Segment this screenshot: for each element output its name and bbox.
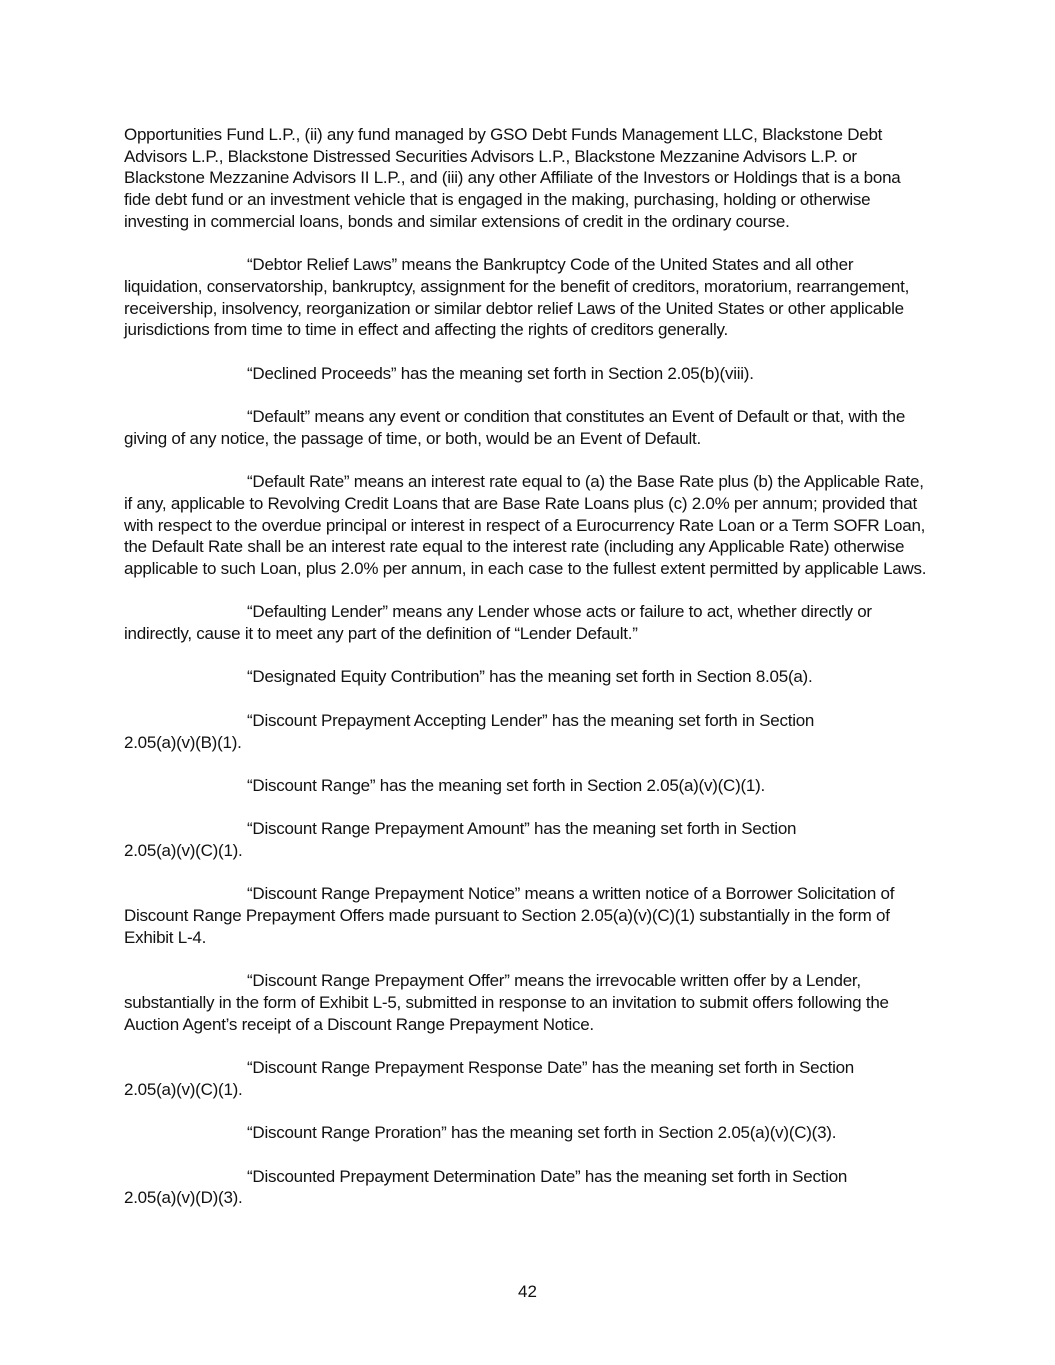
definition-discount-range-prepayment-response-date: “Discount Range Prepayment Response Date” has the meaning set forth in Section 2.05(a)(v)(C)(1). xyxy=(124,1058,855,1099)
definition-designated-equity-contribution: “Designated Equity Contribution” has the meaning set forth in Section 8.05(a). xyxy=(247,667,813,687)
document-body xyxy=(124,124,930,1231)
definition-discount-range: “Discount Range” has the meaning set forth in Section 2.05(a)(v)(C)(1). xyxy=(247,775,765,795)
page-number: 42 xyxy=(518,1282,537,1301)
definition-default: “Default” means any event or condition that constitutes an Event of Default or that, with the giving of any notice, the passage of time, or both, would be an Event of Default. xyxy=(124,407,906,448)
definition-discount-range-prepayment-amount: “Discount Range Prepayment Amount” has the meaning set forth in Section 2.05(a)(v)(C)(1). xyxy=(124,819,797,861)
definition-discount-prepayment-accepting-lender: “Discount Prepayment Accepting Lender” has the meaning set forth in Section 2.05(a)(v)(B)(1). xyxy=(124,710,815,752)
definition-discounted-prepayment-determination-date: “Discounted Prepayment Determination Date” has the meaning set forth in Section 2.05(a)(v)(D)(3). xyxy=(124,1166,848,1208)
definition-default-rate: “Default Rate” means an interest rate equal to (a) the Base Rate plus (b) the Applicable Rate, if any, applicable to Revolving Credit Loans that are Base Rate Loans plus (c) 2.0% per annum; provided that with respect to the overdue principal or interest in respect of a Eurocurrency Rate Loan or a Term SOFR Loan, the Default Rate shall be an interest rate equal to the interest rate (including any Applicable Rate) otherwise applicable to such Loan, plus 2.0% per annum, in each case to the fullest extent permitted by applicable Laws. xyxy=(124,472,927,578)
definition-discount-range-prepayment-notice: “Discount Range Prepayment Notice” means a written notice of a Borrower Solicitation of Discount Range Prepayment Offers made pursuant to Section 2.05(a)(v)(C)(1) substantially in the form of Exhibit L-4. xyxy=(124,884,895,947)
definition-discount-range-proration: “Discount Range Proration” has the meaning set forth in Section 2.05(a)(v)(C)(3). xyxy=(247,1123,837,1143)
definition-discount-range-prepayment-offer: “Discount Range Prepayment Offer” means the irrevocable written offer by a Lender, substantially in the form of Exhibit L-5, submitted in response to an invitation to submit offers following the Auction Agent’s receipt of a Discount Range Prepayment Notice. xyxy=(124,971,889,1034)
paragraph-continuation: Opportunities Fund L.P., (ii) any fund managed by GSO Debt Funds Management LLC, Blackstone Debt Advisors L.P., Blackstone Distressed Securities Advisors L.P., Blackstone Mezzanine Advisors L.P. or Blackstone Mezzanine Advisors II L.P., and (iii) any other Affiliate of the Investors or Holdings that is a bona fide debt fund or an investment vehicle that is engaged in the making, purchasing, holding or otherwise investing in commercial loans, bonds and similar extensions of credit in the ordinary course. xyxy=(124,125,901,231)
definition-declined-proceeds: “Declined Proceeds” has the meaning set forth in Section 2.05(b)(viii). xyxy=(247,363,754,383)
definition-debtor-relief-laws: “Debtor Relief Laws” means the Bankruptcy Code of the United States and all other liquidation, conservatorship, bankruptcy, assignment for the benefit of creditors, moratorium, rearrangement, receivership, insolvency, reorganization or similar debtor relief Laws of the United States or other applicable jurisdictions from time to time in effect and affecting the rights of creditors generally. xyxy=(124,255,910,340)
definition-defaulting-lender: “Defaulting Lender” means any Lender whose acts or failure to act, whether directly or indirectly, cause it to meet any part of the definition of “Lender Default.” xyxy=(124,602,872,644)
